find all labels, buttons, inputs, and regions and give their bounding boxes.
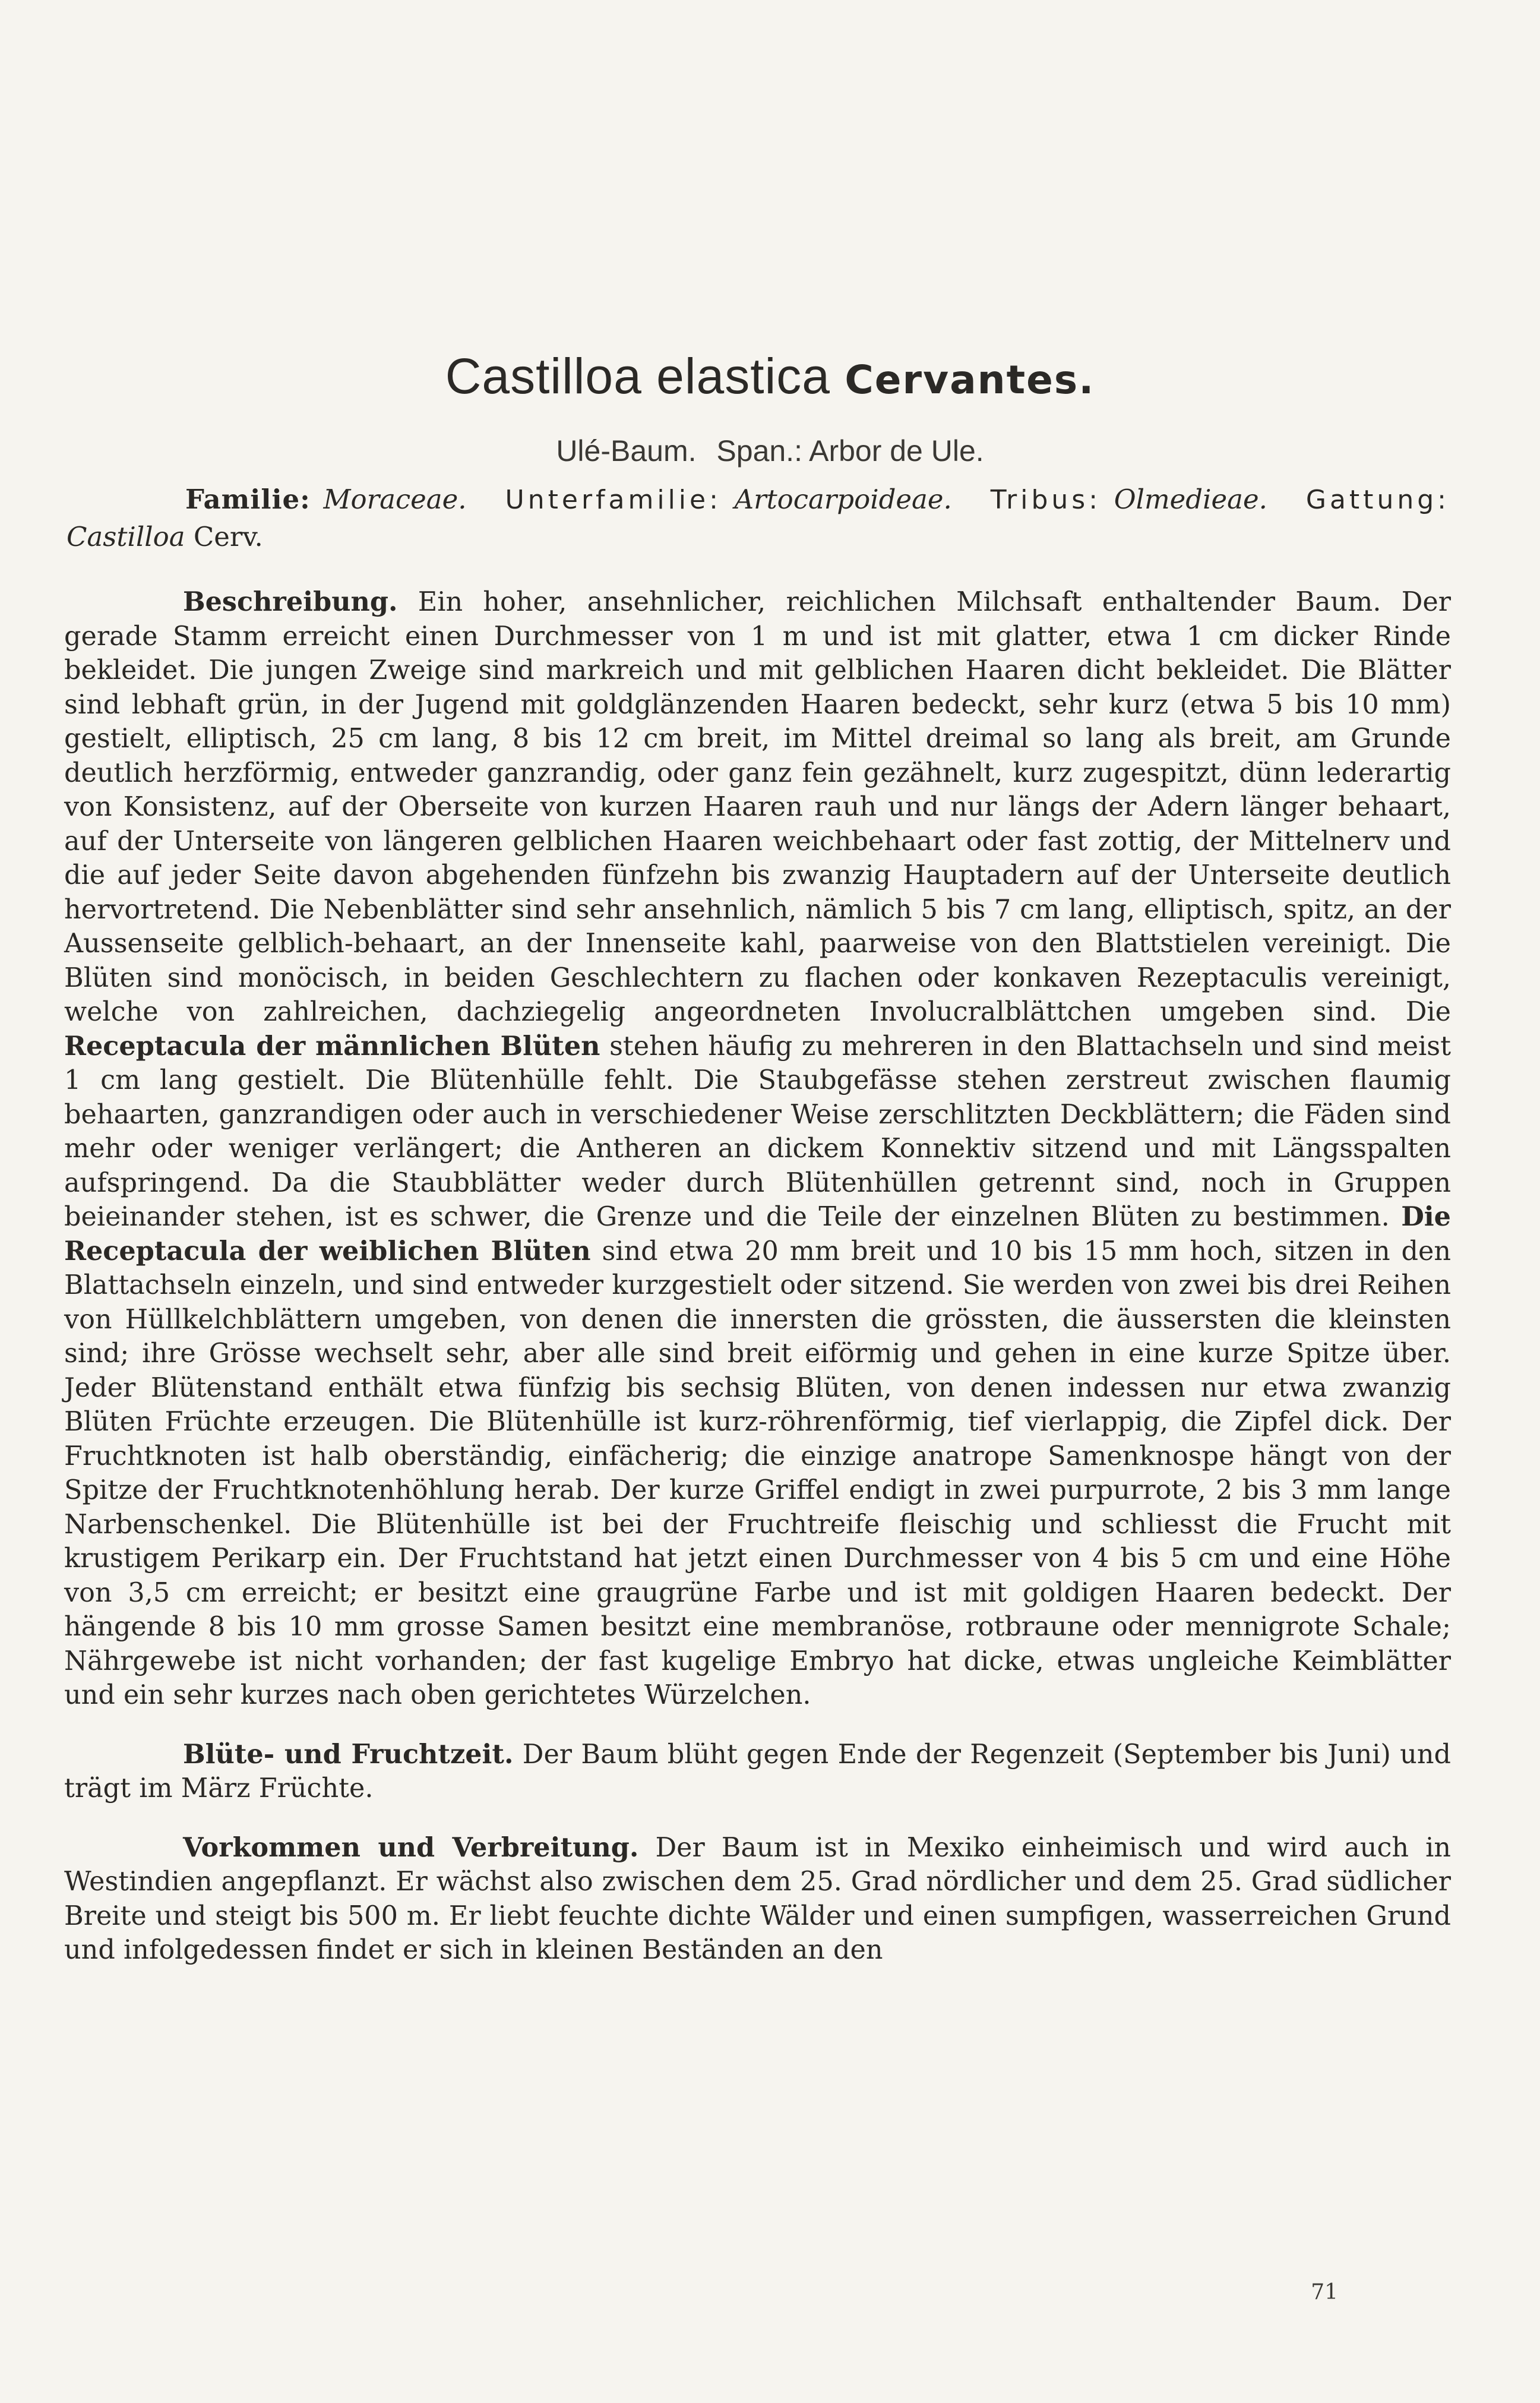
- unterfamilie-label: Unterfamilie:: [505, 485, 722, 515]
- common-names: [0, 434, 1540, 468]
- common-name-spanish: Span.: Arbor de Ule.: [716, 434, 984, 468]
- gattung-label: Gattung:: [1305, 485, 1450, 515]
- beschreibung-text-1: Ein hoher, ansehnlicher, reichlichen Milchsaft enthaltender Baum. Der gerade Stamm erreicht einen Durchmesser von 1 m und ist mit glatter, etwa 1 cm dicker Rinde bekleidet. Die jungen Zweige sind markreich und mit gelblichen Haaren dicht bekleidet. Die Blätter sind lebhaft grün, in der Jugend mit goldglänzenden Haaren bedeckt, sehr kurz (etwa 5 bis 10 mm) gestielt, elliptisch, 25 cm lang, 8 bis 12 cm breit, im Mittel dreimal so lang als breit, am Grunde deutlich herzförmig, entweder ganzrandig, oder ganz fein gezähnelt, kurz zugespitzt, dünn lederartig von Konsistenz, auf der Oberseite von kurzen Haaren rauh und nur längs der Adern länger behaart, auf der Unterseite von längeren gelblichen Haaren weichbehaart oder fast zottig, der Mittelnerv und die auf jeder Seite davon abgehenden fünfzehn bis zwanzig Hauptadern auf der Unterseite deutlich hervortretend. Die Nebenblätter sind sehr ansehnlich, nämlich 5 bis 7 cm lang, elliptisch, spitz, an der Aussenseite gelblich-behaart, an der Innenseite kahl, paarweise von den Blattstielen vereinigt. Die Blüten sind monöcisch, in beiden Geschlechtern zu flachen oder konkaven Rezeptaculis vereinigt, welche von zahlreichen, dachziegelig angeordneten Involucralblättchen umgeben sind. Die: [64, 587, 1451, 1027]
- taxonomy-line: [67, 481, 1450, 555]
- heading-vorkommen: Vorkommen und Verbreitung.: [183, 1832, 639, 1863]
- gattung-author: Cerv.: [193, 521, 263, 552]
- beschreibung-text-2: stehen häufig zu mehreren in den Blattachseln und sind meist 1 cm lang gestielt. Die Blütenhülle fehlt. Die Staubgefässe stehen zerstreut zwischen flaumig behaarten, ganzrandigen oder auch in verschiedener Weise zerschlitzten Deckblättern; die Fäden sind mehr oder weniger verlängert; die Antheren an dickem Konnektiv sitzend und mit Längsspalten aufspringend. Da die Staubblätter weder durch Blütenhüllen getrennt sind, noch in Gruppen beieinander stehen, ist es schwer, die Grenze und die Teile der einzelnen Blüten zu bestimmen.: [64, 1031, 1451, 1232]
- tribus-label: Tribus:: [990, 485, 1102, 515]
- gattung-value: Castilloa: [67, 521, 185, 552]
- title-author: Cervantes.: [845, 357, 1095, 403]
- paragraph-vorkommen: [64, 1831, 1451, 1968]
- familie-value: Moraceae.: [323, 484, 467, 515]
- beschreibung-text-3: sind etwa 20 mm breit und 10 bis 15 mm hoch, sitzen in den Blattachseln einzeln, und sind entweder kurzgestielt oder sitzend. Sie werden von zwei bis drei Reihen von Hüllkelchblättern umgeben, von denen die innersten die grössten, die äussersten die kleinsten sind; ihre Grösse wechselt sehr, aber alle sind breit eiförmig und gehen in eine kurze Spitze über. Jeder Blütenstand enthält etwa fünfzig bis sechsig Blüten, von denen indessen nur etwa zwanzig Blüten Früchte erzeugen. Die Blütenhülle ist kurz-röhrenförmig, tief vierlappig, die Zipfel dick. Der Fruchtknoten ist halb oberständig, einfächerig; die einzige anatrope Samenknospe hängt von der Spitze der Fruchtknotenhöhlung herab. Der kurze Griffel endigt in zwei purpurrote, 2 bis 3 mm lange Narbenschenkel. Die Blütenhülle ist bei der Fruchtreife fleischig und schliesst die Frucht mit krustigem Perikarp ein. Der Fruchtstand hat jetzt einen Durchmesser von 4 bis 5 cm und eine Höhe von 3,5 cm erreicht; er besitzt eine graugrüne Farbe und ist mit goldigen Haaren bedeckt. Der hängende 8 bis 10 mm grosse Samen besitzt eine membranöse, rotbraune oder mennigrote Schale; Nährgewebe ist nicht vorhanden; der fast kugelige Embryo hat dicke, etwas ungleiche Keimblätter und ein sehr kurzes nach oben gerichtetes Würzelchen.: [64, 1236, 1451, 1710]
- familie-label: Familie:: [185, 484, 311, 515]
- bluete-text: Der Baum blüht gegen Ende der Regenzeit (September bis Juni) und trägt im März Früchte.: [64, 1739, 1451, 1804]
- tribus-value: Olmedieae.: [1114, 484, 1267, 515]
- heading-bluete: Blüte- und Fruchtzeit.: [183, 1738, 514, 1770]
- bold-receptacula-female: Die Receptacula der weiblichen Blüten: [64, 1201, 1451, 1267]
- body-text: [64, 585, 1451, 1968]
- unterfamilie-value: Artocarpoideae.: [734, 484, 952, 515]
- title-species: Castilloa elastica: [445, 348, 830, 404]
- vorkommen-text: Der Baum ist in Mexiko einheimisch und wird auch in Westindien angepflanzt. Er wächst also zwischen dem 25. Grad nördlicher und dem 25. Grad südlicher Breite und steigt bis 500 m. Er liebt feuchte dichte Wälder und einen sumpfigen, wasserreichen Grund und infolgedessen findet er sich in kleinen Beständen an den: [64, 1832, 1451, 1965]
- heading-beschreibung: Beschreibung.: [183, 586, 398, 617]
- page-number: 71: [1311, 2280, 1338, 2304]
- common-name-german: Ulé-Baum.: [556, 434, 697, 468]
- paragraph-beschreibung: [64, 585, 1451, 1713]
- paragraph-bluete: [64, 1738, 1451, 1806]
- page-title: [0, 348, 1540, 405]
- bold-receptacula-male: Receptacula der männlichen Blüten: [64, 1030, 600, 1062]
